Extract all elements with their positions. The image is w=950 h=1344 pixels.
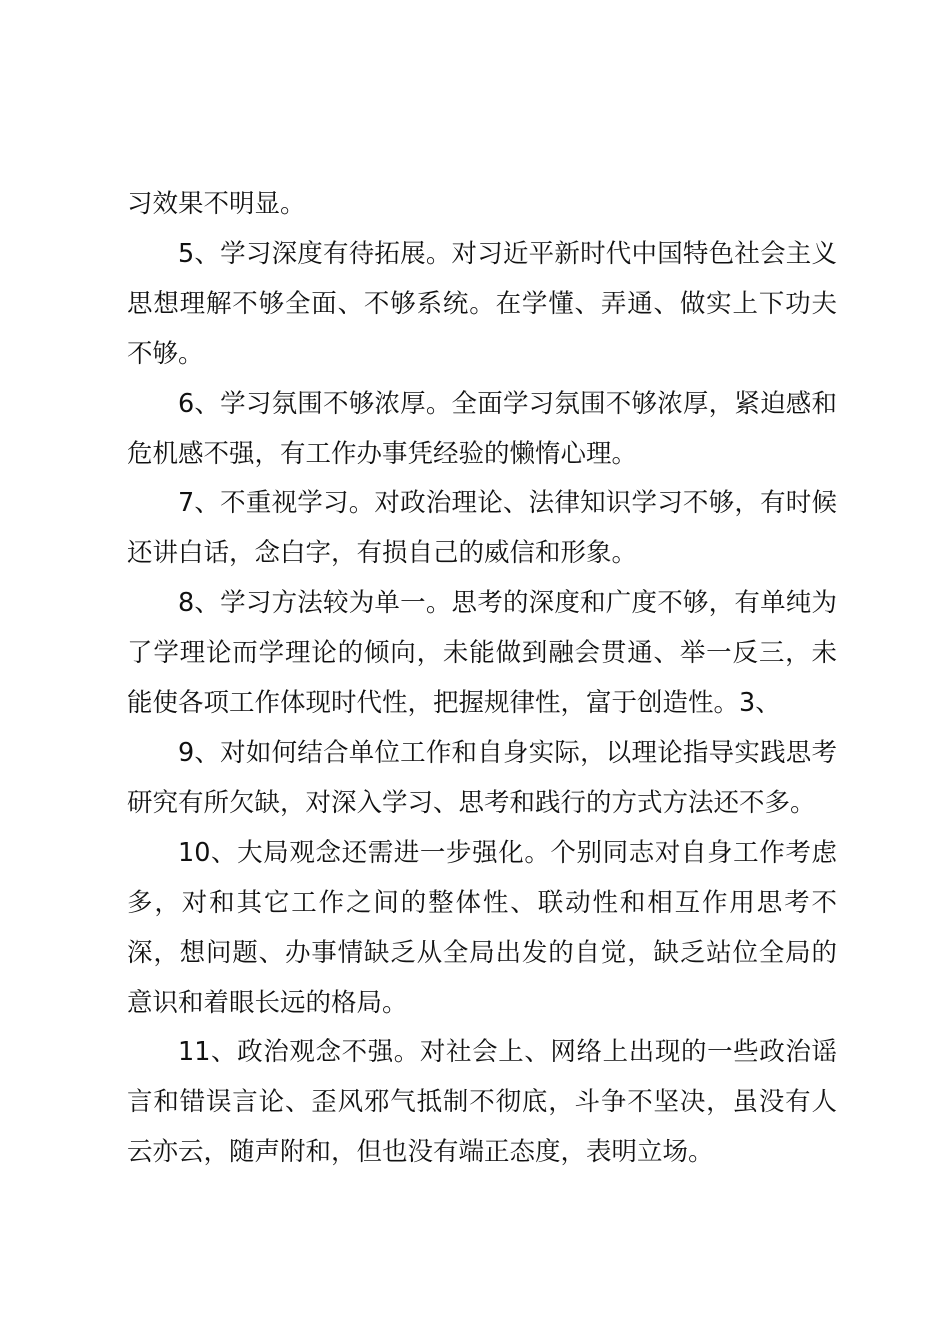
document-body [127, 180, 837, 1178]
paragraph-item-9: 9、对如何结合单位工作和自身实际，以理论指导实践思考研究有所欠缺，对深入学习、思考和践行的方式方法还不多。 [127, 737, 837, 818]
paragraph-item-10: 10、大局观念还需进一步强化。个别同志对自身工作考虑多，对和其它工作之间的整体性、联动性和相互作用思考不深，想问题、办事情缺乏从全局出发的自觉，缺乏站位全局的意识和着眼长远的格局。 [127, 837, 837, 1018]
paragraph-item-7: 7、不重视学习。对政治理论、法律知识学习不够，有时候还讲白话，念白字，有损自己的威信和形象。 [127, 488, 837, 569]
paragraph-continuation: 习效果不明显。 [127, 189, 306, 219]
paragraph-item-6: 6、学习氛围不够浓厚。全面学习氛围不够浓厚，紧迫感和危机感不强，有工作办事凭经验的懒惰心理。 [127, 388, 837, 469]
paragraph-item-5: 5、学习深度有待拓展。对习近平新时代中国特色社会主义思想理解不够全面、不够系统。在学懂、弄通、做实上下功夫不够。 [127, 238, 837, 369]
paragraph-item-11: 11、政治观念不强。对社会上、网络上出现的一些政治谣言和错误言论、歪风邪气抵制不彻底，斗争不坚决，虽没有人云亦云，随声附和，但也没有端正态度，表明立场。 [127, 1037, 837, 1168]
paragraph-item-8: 8、学习方法较为单一。思考的深度和广度不够，有单纯为了学理论而学理论的倾向，未能做到融会贯通、举一反三，未能使各项工作体现时代性，把握规律性，富于创造性。3、 [127, 588, 837, 719]
